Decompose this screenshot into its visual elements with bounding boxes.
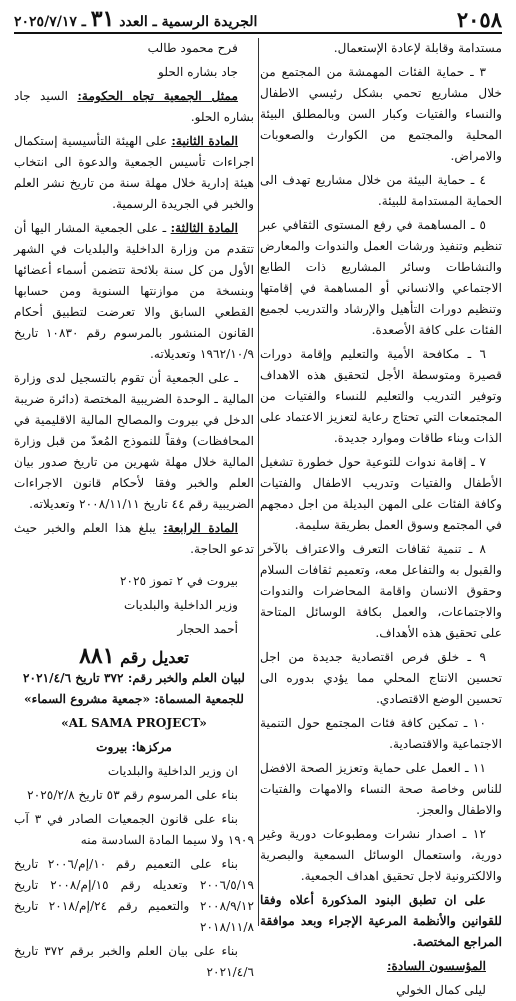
headquarters: مركزها: بيروت (96, 740, 172, 754)
gazette-title (14, 6, 257, 32)
founder-name: فرح محمود طالب (147, 41, 238, 55)
item-12: ١٢ ـ اصدار نشرات ومطبوعات دورية وغير دورية، واستعمال الوسائل السمعية والبصرية والالكترونية لاجل تحقيق اهداف الجمعية. (260, 827, 502, 883)
left-column (14, 38, 254, 979)
article-2 (14, 131, 254, 215)
signature-date: بيروت في ٢ تموز ٢٠٢٥ (120, 574, 238, 588)
gazette-name: الجريدة الرسمية ـ العدد (119, 14, 258, 30)
basis-2: بناء على قانون الجمعيات الصادر في ٣ آب ١٩٠٩ ولا سيما المادة السادسة منه (14, 812, 254, 847)
founders-label: المؤسسون السادة: (386, 959, 486, 973)
signature-title: وزير الداخلية والبلديات (124, 598, 238, 612)
basis-1: بناء على المرسوم رقم ٥٣ تاريخ ٢٠٢٥/٢/٨ (27, 788, 238, 802)
item-10: ١٠ ـ تمكين كافة فئات المجتمع حول التنمية الاجتماعية والاقتصادية. (260, 716, 502, 751)
column-divider (258, 38, 259, 926)
issue-date: ـ ٢٠٢٥/٧/١٧ (14, 14, 86, 30)
page-number: ٢٠٥٨ (456, 7, 502, 32)
basis-4: بناء على بيان العلم والخبر برقم ٣٧٢ تاريخ ٢٠٢١/٤/٦ (14, 944, 254, 979)
closing-clause: على ان تطبق البنود المذكورة أعلاه وفقا للقوانين والأنظمة المرعية الإجراء وبعد موافقة المراجع المختصة. (260, 893, 502, 949)
founder-name: ليلى كمال الخولي (396, 983, 486, 997)
basis-3: بناء على التعميم رقم ١٠/إم/٢٠٠٦ تاريخ ٢٠٠٦/٥/١٩ وتعديله رقم ١٥/إم/٢٠٠٨ تاريخ ٢٠٠٨/٩/١٢ والتعميم رقم ٢٤/إم/٢٠١٨ تاريخ ٢٠١٨/١١/٨ (14, 857, 254, 934)
article-4 (14, 518, 254, 560)
article-3-tax-text: ـ على الجمعية أن تقوم بالتسجيل لدى وزارة المالية ـ الوحدة الضريبية المختصة (دائرة ضريبة الدخل في بيروت والمصالح المالية الاقليمية في المحافظات) وفقاً للنموذج المُعدّ من قبل وزارة المالية خلال مهلة شهرين من تاريخ صدور بيان العلم والخبر وفقا لأحكام قانون الاجراءات الضريبية رقم ٤٤ تاريخ ٢٠٠٨/١١/١١ وتعديلاته. (14, 371, 254, 511)
amendment-heading (14, 643, 254, 669)
government-representative (14, 86, 254, 128)
amendment-number: ٨٨١ (79, 643, 115, 669)
amendment-label: تعديل رقم (120, 648, 189, 667)
page-header (14, 6, 502, 34)
article-4-text: يبلغ هذا العلم والخبر حيث تدعو الحاجة. (14, 521, 254, 556)
article-3 (14, 218, 254, 365)
item-9: ٩ ـ خلق فرص اقتصادية جديدة من اجل تحسين الانتاج المحلي مما يؤدي بدوره الى تحسين الوضع الاقتصادي. (260, 650, 502, 706)
signature-name: أحمد الحجار (177, 622, 238, 636)
amendment-subject: لبيان العلم والخبر رقم: ٣٧٢ تاريخ ٢٠٢١/٤/٦ للجمعية المسماة: «جمعية مشروع السماء» (23, 671, 245, 706)
item-11: ١١ ـ العمل على حماية وتعزيز الصحة الافضل للناس وخاصة صحة النساء والامهات والفتيات والاطفال والعجز. (260, 761, 502, 817)
association-latin-name: «AL SAMA PROJECT» (61, 716, 207, 730)
right-column (260, 38, 502, 997)
item-6: ٦ ـ مكافحة الأمية والتعليم وإقامة دورات قصيرة ومتوسطة الأجل لتحقيق هذه الاهداف وتوفير التدريب والتعليم للنساء والفتيات من المجتمعات التي تحتاج رعاية لتعزيز الاعتماد على الذات وبناء طاقات وموارد جديدة. (260, 347, 502, 445)
representative-name: السيد جاد بشاره الحلو. (14, 89, 254, 124)
issue-number: ٣١ (90, 6, 115, 32)
article-3-text: ـ على الجمعية المشار اليها أن تتقدم من وزارة الداخلية والبلديات في الشهر الأول من كل سنة بلائحة تتضمن أسماء أعضائها وبنسخة من موازنتها السنوية ومن حسابها القطعي السابق والا تعرضت لتطبيق أحكام القانون المنشور بالمرسوم رقم ١٠٨٣٠ تاريخ ١٩٦٢/١٠/٩ وتعديلاته. (14, 221, 254, 361)
article-2-label: المادة الثانية: (171, 134, 239, 148)
minister-line: ان وزير الداخلية والبلديات (107, 764, 238, 778)
item-4: ٤ ـ حماية البيئة من خلال مشاريع تهدف الى الحماية المستدامة للبيئة. (260, 173, 502, 208)
article-2-text: على الهيئة التأسيسية إستكمال اجراءات تأسيس الجمعية والدعوة الى انتخاب هيئة إدارية خلال مهلة سنة من تاريخ نشر العلم والخبر في الجريدة الرسمية. (14, 134, 254, 211)
item-5: ٥ ـ المساهمة في رفع المستوى الثقافي عبر تنظيم وتنفيذ ورشات العمل والندوات والمعارض والنشاطات وسائر المشاريع ذات الطابع الاجتماعي والانساني أو المساهمة في إقامتها وتنظيم دورات التأهيل والإرشاد والتدريب لجميع الفئات على كافة الأصعدة. (260, 218, 502, 337)
item-8: ٨ ـ تنمية ثقافات التعرف والاعتراف بالآخر والقبول به والتفاعل معه، وتعميم ثقافات السلام وحقوق الانسان واقامة المحاضرات والندوات والاجتماعات، والعمل بكافة الوسائل المتاحة على تحقيق هذه الأهداف. (260, 542, 502, 640)
founder-name: جاد بشاره الحلو (158, 65, 238, 79)
article-3-label: المادة الثالثة: (170, 221, 238, 235)
item-7: ٧ ـ إقامة ندوات للتوعية حول خطورة تشغيل الأطفال والفتيات وتدريب الاطفال والفتيات وكافة الفئات على المهن البديلة من اجل دمجهم في المجتمع وسوق العمل بطريقة سليمة. (260, 455, 502, 532)
item-3: ٣ ـ حماية الفئات المهمشة من المجتمع من خلال مشاريع تحمي بشكل رئيسي الاطفال والنساء والفتيات وكبار السن وبالمطلق البيئة المحلية والمجتمع من الكوارث والصعوبات والامراض. (260, 65, 502, 163)
paragraph: مستدامة وقابلة لإعادة الإستعمال. (333, 41, 502, 55)
representative-label: ممثل الجمعية تجاه الحكومة: (77, 89, 239, 103)
article-4-label: المادة الرابعة: (163, 521, 238, 535)
